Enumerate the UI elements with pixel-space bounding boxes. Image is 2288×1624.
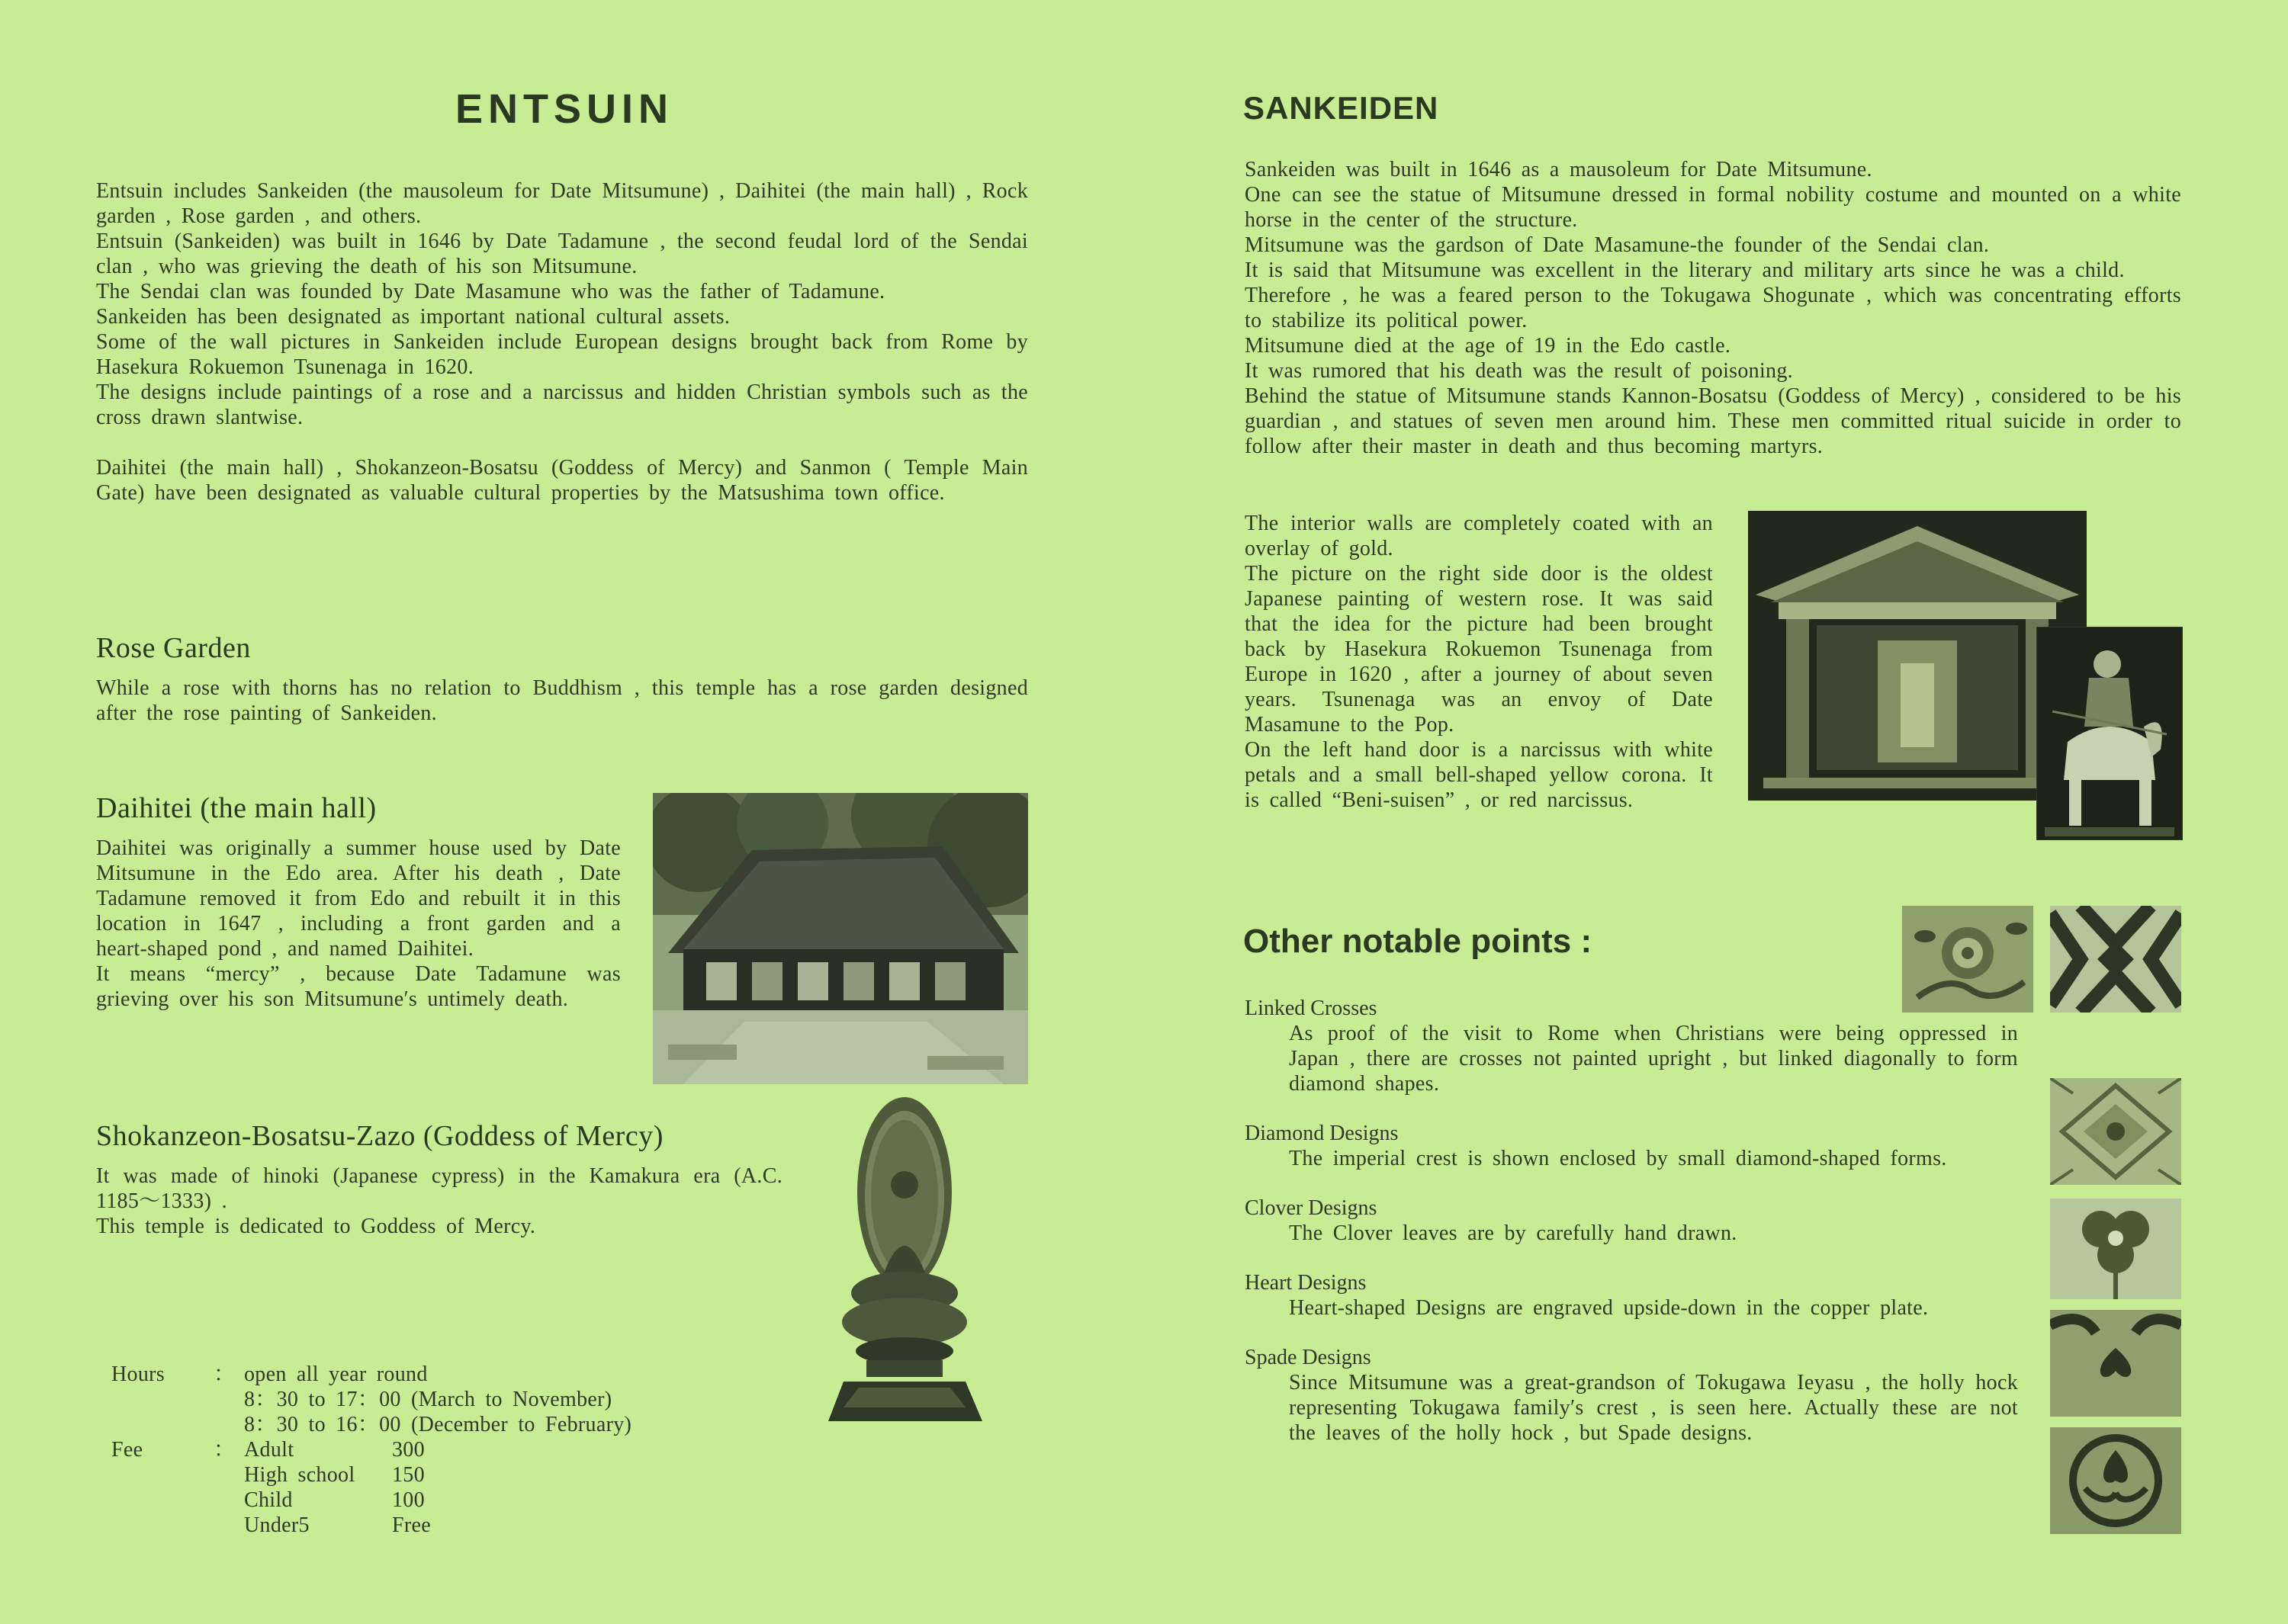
hours-colon: ： bbox=[214, 1362, 236, 1386]
feature-item bbox=[1245, 1121, 2018, 1171]
feature-title: Spade Designs bbox=[1245, 1346, 1371, 1369]
interior-text bbox=[1245, 511, 1713, 813]
rose-garden-heading: Rose Garden bbox=[96, 632, 251, 664]
rose-garden-text: While a rose with thorns has no relation to Buddhism , this temple has a rose garden designed after the rose painting of Sankeiden. bbox=[96, 676, 1028, 725]
hours-value: 8：30 to 16：00 (December to February) bbox=[244, 1413, 632, 1436]
intro-paragraph: Sankeiden has been designated as important national cultural assets. bbox=[96, 305, 731, 329]
feature-description: Heart-shaped Designs are engraved upside-down in the copper plate. bbox=[1289, 1296, 1929, 1320]
feature-title: Diamond Designs bbox=[1245, 1122, 1399, 1145]
fee-value: Free bbox=[392, 1513, 431, 1537]
hours-value: open all year round bbox=[244, 1362, 428, 1386]
fee-value: 150 bbox=[392, 1463, 425, 1487]
sankeiden-paragraph: Mitsumune died at the age of 19 in the Edo castle. bbox=[1245, 334, 1731, 358]
feature-title: Heart Designs bbox=[1245, 1271, 1367, 1295]
heart-pattern-thumb bbox=[2050, 1310, 2181, 1417]
intro-paragraph: Entsuin (Sankeiden) was built in 1646 by Date Tadamune , the second feudal lord of the Sendai clan , who was grieving the death of his son Mitsumune. bbox=[96, 229, 1028, 278]
feature-description: The Clover leaves are by carefully hand drawn. bbox=[1289, 1221, 1737, 1245]
fee-row bbox=[111, 1513, 721, 1538]
interior-paragraph: The interior walls are completely coated with an overlay of gold. bbox=[1245, 512, 1713, 560]
hours-fees-table bbox=[111, 1362, 721, 1538]
features-list bbox=[1245, 996, 2018, 1446]
feature-description: Since Mitsumune was a great-grandson of Tokugawa Ieyasu , the holly hock representing Tokugawa family′s crest , is seen here. Actually these are not the leaves of the holly hock , but Spade designs. bbox=[1289, 1371, 2018, 1445]
feature-item bbox=[1245, 996, 2018, 1096]
hours-value: 8：30 to 17：00 (March to November) bbox=[244, 1388, 612, 1411]
fee-colon: ： bbox=[214, 1438, 236, 1462]
other-points-heading: Other notable points : bbox=[1243, 923, 1592, 960]
fee-category: High school bbox=[244, 1463, 355, 1487]
daihitei-heading: Daihitei (the main hall) bbox=[96, 792, 377, 824]
hours-label: Hours bbox=[111, 1362, 165, 1386]
entsuin-title: ENTSUIN bbox=[455, 86, 673, 132]
daihitei-paragraph: It means “mercy” , because Date Tadamune was grieving over his son Mitsumune′s untimely death. bbox=[96, 962, 621, 1011]
daihitei-paragraph: Daihitei was originally a summer house used by Date Mitsumune in the Edo area. After his death , Date Tadamune removed it from Edo and rebuilt it in this location in 1647 , including a front garden and a heart-shaped pond , and named Daihitei. bbox=[96, 836, 621, 961]
sankeiden-title: SANKEIDEN bbox=[1243, 90, 1439, 126]
interior-paragraph: The picture on the right side door is the oldest Japanese painting of western rose. It was said that the idea for the picture had been brought back by Hasekura Rokuemon Tsunenaga from Europe in 1620 , after a journey of about seven years. Tsunenaga was an envoy of Date Masamune to the Pop. bbox=[1245, 562, 1713, 737]
sankeiden-paragraph: Mitsumune was the gardson of Date Masamune-the founder of the Sendai clan. bbox=[1245, 233, 1990, 257]
sankeiden-paragraph: Sankeiden was built in 1646 as a mausoleum for Date Mitsumune. bbox=[1245, 158, 1872, 181]
intro-paragraph: Entsuin includes Sankeiden (the mausoleum for Date Mitsumune) , Daihitei (the main hall) , Rock garden , Rose garden , and others. bbox=[96, 179, 1028, 228]
feature-title: Clover Designs bbox=[1245, 1196, 1377, 1220]
feature-title: Linked Crosses bbox=[1245, 997, 1377, 1020]
entsuin-intro bbox=[96, 178, 1028, 505]
sankeiden-paragraph: It is said that Mitsumune was excellent in the literary and military arts since he was a child. bbox=[1245, 258, 2125, 282]
sankeiden-paragraph: Behind the statue of Mitsumune stands Kannon-Bosatsu (Goddess of Mercy) , considered to be his guardian , and statues of seven men around him. These men committed ritual suicide in order to follow after their master in death and thus becoming martyrs. bbox=[1245, 384, 2181, 458]
sankeiden-paragraph: One can see the statue of Mitsumune dressed in formal nobility costume and mounted on a white horse in the center of the structure. bbox=[1245, 183, 2181, 232]
feature-item bbox=[1245, 1196, 2018, 1246]
shokanzeon-heading: Shokanzeon-Bosatsu-Zazo (Goddess of Mercy) bbox=[96, 1120, 664, 1152]
hours-row bbox=[111, 1362, 721, 1387]
sankeiden-paragraph: Therefore , he was a feared person to the Tokugawa Shogunate , which was concentrating efforts to stabilize its political power. bbox=[1245, 284, 2181, 332]
fee-value: 300 bbox=[392, 1438, 425, 1462]
mitsumune-statue-photo bbox=[2036, 627, 2183, 840]
clover-pattern-thumb bbox=[2050, 1199, 2181, 1299]
intro-paragraph: The Sendai clan was founded by Date Masamune who was the father of Tadamune. bbox=[96, 280, 885, 303]
intro-paragraph: The designs include paintings of a rose and a narcissus and hidden Christian symbols such as the cross drawn slantwise. bbox=[96, 380, 1028, 429]
feature-item bbox=[1245, 1345, 2018, 1446]
sankeiden-paragraph: It was rumored that his death was the result of poisoning. bbox=[1245, 359, 1793, 383]
intro-paragraph: Daihitei (the main hall) , Shokanzeon-Bosatsu (Goddess of Mercy) and Sanmon ( Temple Main Gate) have been designated as valuable cultural properties by the Matsushima town office. bbox=[96, 456, 1028, 505]
fee-value: 100 bbox=[392, 1488, 425, 1512]
hours-row bbox=[111, 1412, 721, 1437]
feature-description: The imperial crest is shown enclosed by small diamond-shaped forms. bbox=[1289, 1147, 1947, 1170]
fee-category: Adult bbox=[244, 1438, 294, 1462]
fee-label: Fee bbox=[111, 1438, 143, 1462]
shokanzeon-paragraph: This temple is dedicated to Goddess of Mercy. bbox=[96, 1215, 536, 1238]
feature-item bbox=[1245, 1270, 2018, 1321]
intro-paragraph: Some of the wall pictures in Sankeiden include European designs brought back from Rome by Hasekura Rokuemon Tsunenaga in 1620. bbox=[96, 330, 1028, 379]
daihitei-photo bbox=[653, 793, 1028, 1084]
shokanzeon-paragraph: It was made of hinoki (Japanese cypress) in the Kamakura era (A.C. 1185～1333) . bbox=[96, 1164, 782, 1213]
fee-row bbox=[111, 1462, 721, 1488]
fee-category: Child bbox=[244, 1488, 293, 1512]
daihitei-text bbox=[96, 836, 621, 1012]
spade-pattern-thumb bbox=[2050, 1427, 2181, 1534]
linked-crosses-thumb bbox=[2050, 906, 2181, 1013]
shokanzeon-text bbox=[96, 1163, 782, 1239]
hours-row bbox=[111, 1387, 721, 1412]
diamond-pattern-thumb bbox=[2050, 1078, 2181, 1185]
fee-row bbox=[111, 1488, 721, 1513]
interior-paragraph: On the left hand door is a narcissus with white petals and a small bell-shaped yellow corona. It is called “Beni-suisen” , or red narcissus. bbox=[1245, 738, 1713, 812]
sankeiden-intro bbox=[1245, 157, 2181, 459]
fee-row bbox=[111, 1437, 721, 1462]
feature-description: As proof of the visit to Rome when Christians were being oppressed in Japan , there are crosses not painted upright , but linked diagonally to form diamond shapes. bbox=[1289, 1022, 2018, 1096]
goddess-statue-photo bbox=[813, 1093, 996, 1421]
fee-category: Under5 bbox=[244, 1513, 310, 1537]
